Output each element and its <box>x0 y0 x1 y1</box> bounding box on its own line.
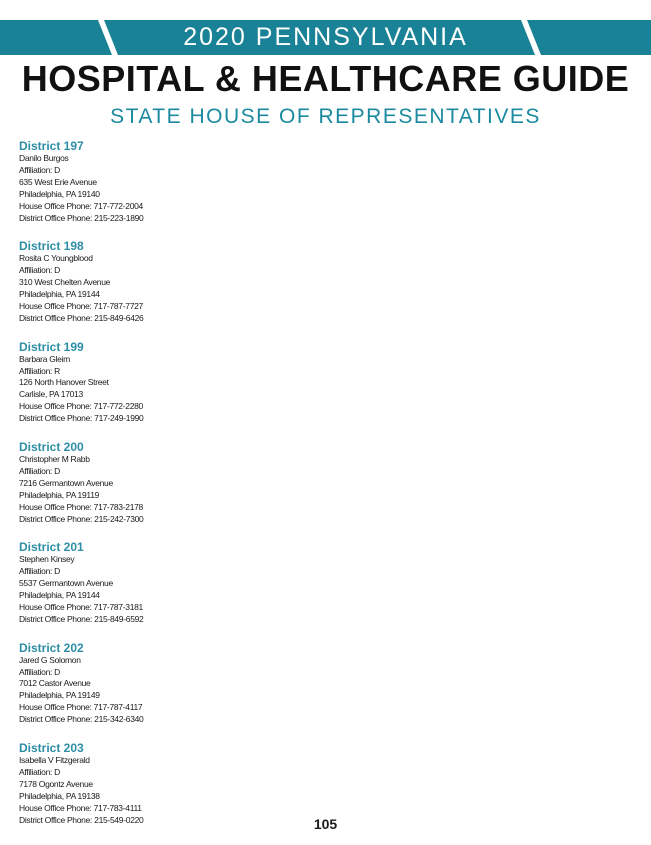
house-office-phone: House Office Phone: 717-787-7727 <box>19 300 143 311</box>
street-address: 7178 Ogontz Avenue <box>19 778 93 789</box>
page-number: 105 <box>313 816 338 832</box>
header-banner <box>0 20 651 55</box>
district-entry <box>19 741 319 826</box>
district-office-phone: District Office Phone: 215-342-6340 <box>19 714 144 725</box>
district-entry <box>19 239 319 324</box>
house-office-phone: House Office Phone: 717-787-3181 <box>19 601 143 612</box>
district-heading: District 200 <box>19 439 84 454</box>
district-heading: District 203 <box>19 740 84 755</box>
district-office-phone: District Office Phone: 215-223-1890 <box>19 212 144 223</box>
affiliation: Affiliation: D <box>19 766 60 777</box>
street-address: 635 West Erie Avenue <box>19 176 97 187</box>
street-address: 126 North Hanover Street <box>19 377 109 388</box>
affiliation: Affiliation: D <box>19 566 60 577</box>
city-state-zip: Philadelphia, PA 19138 <box>19 790 100 801</box>
street-address: 5537 Germantown Avenue <box>19 578 113 589</box>
district-office-phone: District Office Phone: 215-849-6426 <box>19 312 144 323</box>
page-title: HOSPITAL & HEALTHCARE GUIDE <box>21 58 630 99</box>
city-state-zip: Philadelphia, PA 19144 <box>19 590 100 601</box>
affiliation: Affiliation: R <box>19 365 60 376</box>
district-office-phone: District Office Phone: 215-242-7300 <box>19 513 144 524</box>
banner-title: 2020 PENNSYLVANIA <box>183 23 468 51</box>
street-address: 7012 Castor Avenue <box>19 678 91 689</box>
representative-name: Danilo Burgos <box>19 153 69 163</box>
city-state-zip: Carlisle, PA 17013 <box>19 389 83 400</box>
representative-name: Barbara Gleim <box>19 353 70 364</box>
representative-name: Jared G Solomon <box>19 654 81 665</box>
representative-name: Christopher M Rabb <box>19 453 90 464</box>
district-heading: District 199 <box>19 339 84 354</box>
street-address: 310 West Chelten Avenue <box>19 277 111 288</box>
affiliation: Affiliation: D <box>19 465 60 476</box>
city-state-zip: Philadelphia, PA 19140 <box>19 188 100 199</box>
district-heading: District 197 <box>19 139 84 153</box>
district-office-phone: District Office Phone: 215-849-6592 <box>19 613 144 624</box>
district-entry <box>19 440 319 525</box>
city-state-zip: Philadelphia, PA 19149 <box>19 690 100 701</box>
representative-name: Isabella V Fitzgerald <box>19 754 90 765</box>
district-listing <box>19 139 319 841</box>
district-heading: District 198 <box>19 239 84 254</box>
house-office-phone: House Office Phone: 717-772-2280 <box>19 401 143 412</box>
affiliation: Affiliation: D <box>19 265 60 276</box>
page-subtitle: STATE HOUSE OF REPRESENTATIVES <box>110 105 541 128</box>
district-heading: District 201 <box>19 540 84 555</box>
representative-name: Stephen Kinsey <box>19 554 75 565</box>
district-office-phone: District Office Phone: 717-249-1990 <box>19 413 144 424</box>
affiliation: Affiliation: D <box>19 666 60 677</box>
house-office-phone: House Office Phone: 717-783-2178 <box>19 501 143 512</box>
representative-name: Rosita C Youngblood <box>19 253 93 264</box>
affiliation: Affiliation: D <box>19 164 60 175</box>
district-entry <box>19 139 319 224</box>
house-office-phone: House Office Phone: 717-783-4111 <box>19 802 142 813</box>
district-entry <box>19 641 319 726</box>
street-address: 7216 Germantown Avenue <box>19 477 113 488</box>
city-state-zip: Philadelphia, PA 19144 <box>19 289 100 300</box>
city-state-zip: Philadelphia, PA 19119 <box>19 489 100 500</box>
district-entry <box>19 340 319 425</box>
district-entry <box>19 540 319 625</box>
district-office-phone: District Office Phone: 215-549-0220 <box>19 814 144 825</box>
house-office-phone: House Office Phone: 717-772-2004 <box>19 200 143 211</box>
house-office-phone: House Office Phone: 717-787-4117 <box>19 702 143 713</box>
district-heading: District 202 <box>19 640 84 655</box>
